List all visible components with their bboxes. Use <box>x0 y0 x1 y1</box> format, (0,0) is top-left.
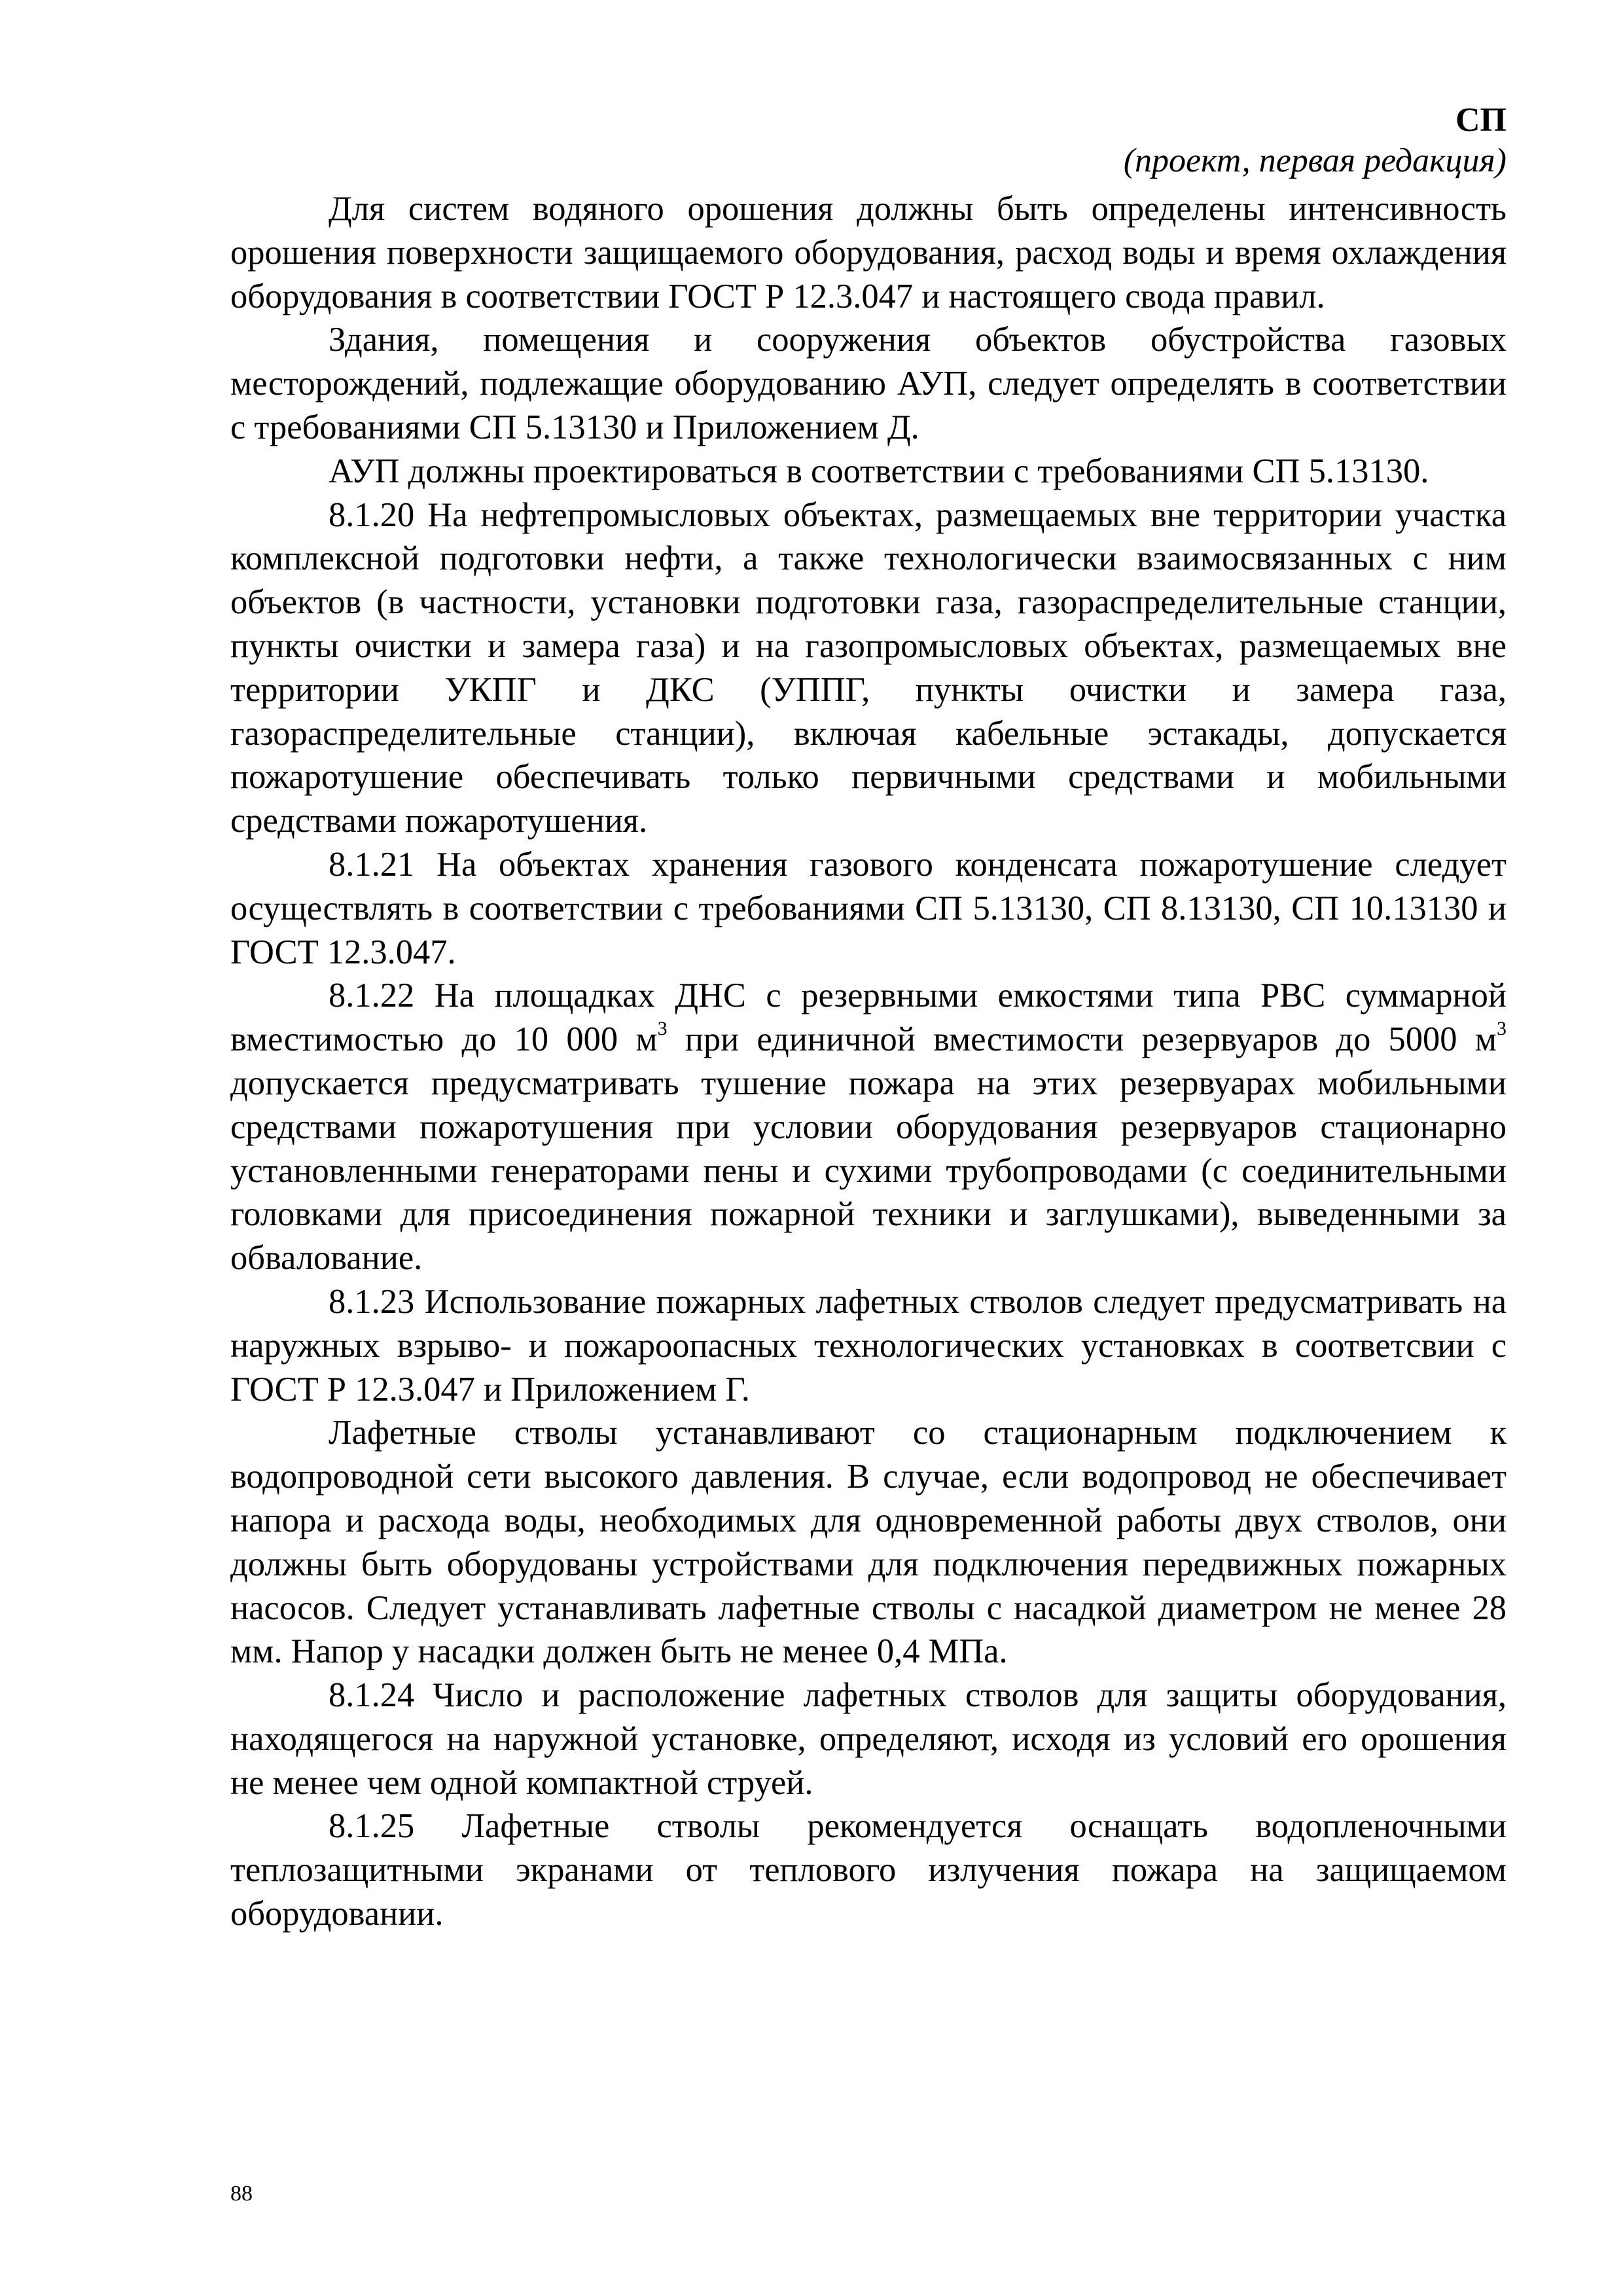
document-code: СП <box>1455 101 1507 139</box>
paragraph-8-1-24: 8.1.24 Число и расположение лафетных стволов для защиты оборудования, находящегося на наружной установке, определяют, исходя из условий его орошения не менее чем одной компактной струей. <box>230 1676 1507 1802</box>
paragraph-aup-design: АУП должны проектироваться в соответствии с требованиями СП 5.13130. <box>329 452 1429 490</box>
paragraph-8-1-25: 8.1.25 Лафетные стволы рекомендуется оснащать водопленочными теплозащитными экранами от теплового излучения пожара на защищаемом оборудовании. <box>230 1807 1507 1933</box>
paragraph-aup-buildings: Здания, помещения и сооружения объектов обустройства газовых месторождений, подлежащие оборудованию АУП, следует определять в соответствии с требованиями СП 5.13130 и Приложением Д. <box>230 321 1507 446</box>
paragraph-8-1-21: 8.1.21 На объектах хранения газового конденсата пожаротушение следует осуществлять в соответствии с требованиями СП 5.13130, СП 8.13130, СП 10.13130 и ГОСТ 12.3.047. <box>230 845 1507 971</box>
paragraph-8-1-20: 8.1.20 На нефтепромысловых объектах, размещаемых вне территории участка комплексной подготовки нефти, а также технологически взаимосвязанных с ним объектов (в частности, установки подготовки газа, газораспределительные станции, пункты очистки и замера газа) и на газопромысловых объектах, размещаемых вне территории УКПГ и ДКС (УППГ, пункты очистки и замера газа, газораспределительные станции), включая кабельные эстакады, допускается пожаротушение обеспечивать только первичными средствами и мобильными средствами пожаротушения. <box>230 495 1507 840</box>
document-body <box>230 187 1507 1936</box>
paragraph-8-1-22 <box>230 974 1507 1280</box>
paragraph-8-1-22-text-a: 8.1.22 На площадках ДНС с резервными емкостями типа РВС суммарной вместимостью до 10 000 м <box>230 977 1507 1059</box>
paragraph-monitor-nozzles: Лафетные стволы устанавливают со стационарным подключением к водопроводной сети высокого давления. В случае, если водопровод не обеспечивает напора и расхода воды, необходимых для одновременной работы двух стволов, они должны быть оборудованы устройствами для подключения передвижных пожарных насосов. Следует устанавливать лафетные стволы с насадкой диаметром не менее 28 мм. Напор у насадки должен быть не менее 0,4 МПа. <box>230 1414 1507 1671</box>
paragraph-8-1-22-text-b: при единичной вместимости резервуаров до 5000 м <box>667 1020 1497 1059</box>
paragraph-water-irrigation: Для систем водяного орошения должны быть определены интенсивность орошения поверхности защищаемого оборудования, расход воды и время охлаждения оборудования в соответствии ГОСТ Р 12.3.047 и настоящего свода правил. <box>230 190 1507 315</box>
paragraph-8-1-23: 8.1.23 Использование пожарных лафетных стволов следует предусматривать на наружных взрыво- и пожароопасных технологических установках в соответсвии с ГОСТ Р 12.3.047 и Приложением Г. <box>230 1282 1507 1408</box>
document-edition-note: (проект, первая редакция) <box>1123 142 1507 179</box>
cubic-superscript: 3 <box>657 1018 668 1040</box>
page-number: 88 <box>230 2181 253 2206</box>
cubic-superscript: 3 <box>1496 1018 1507 1040</box>
paragraph-8-1-22-text-c: допускается предусматривать тушение пожара на этих резервуарах мобильными средствами пожаротушения при условии оборудования резервуаров стационарно установленными генераторами пены и сухими трубопроводами (с соединительными головками для присоединения пожарной техники и заглушками), выведенными за обвалование. <box>230 1064 1507 1278</box>
